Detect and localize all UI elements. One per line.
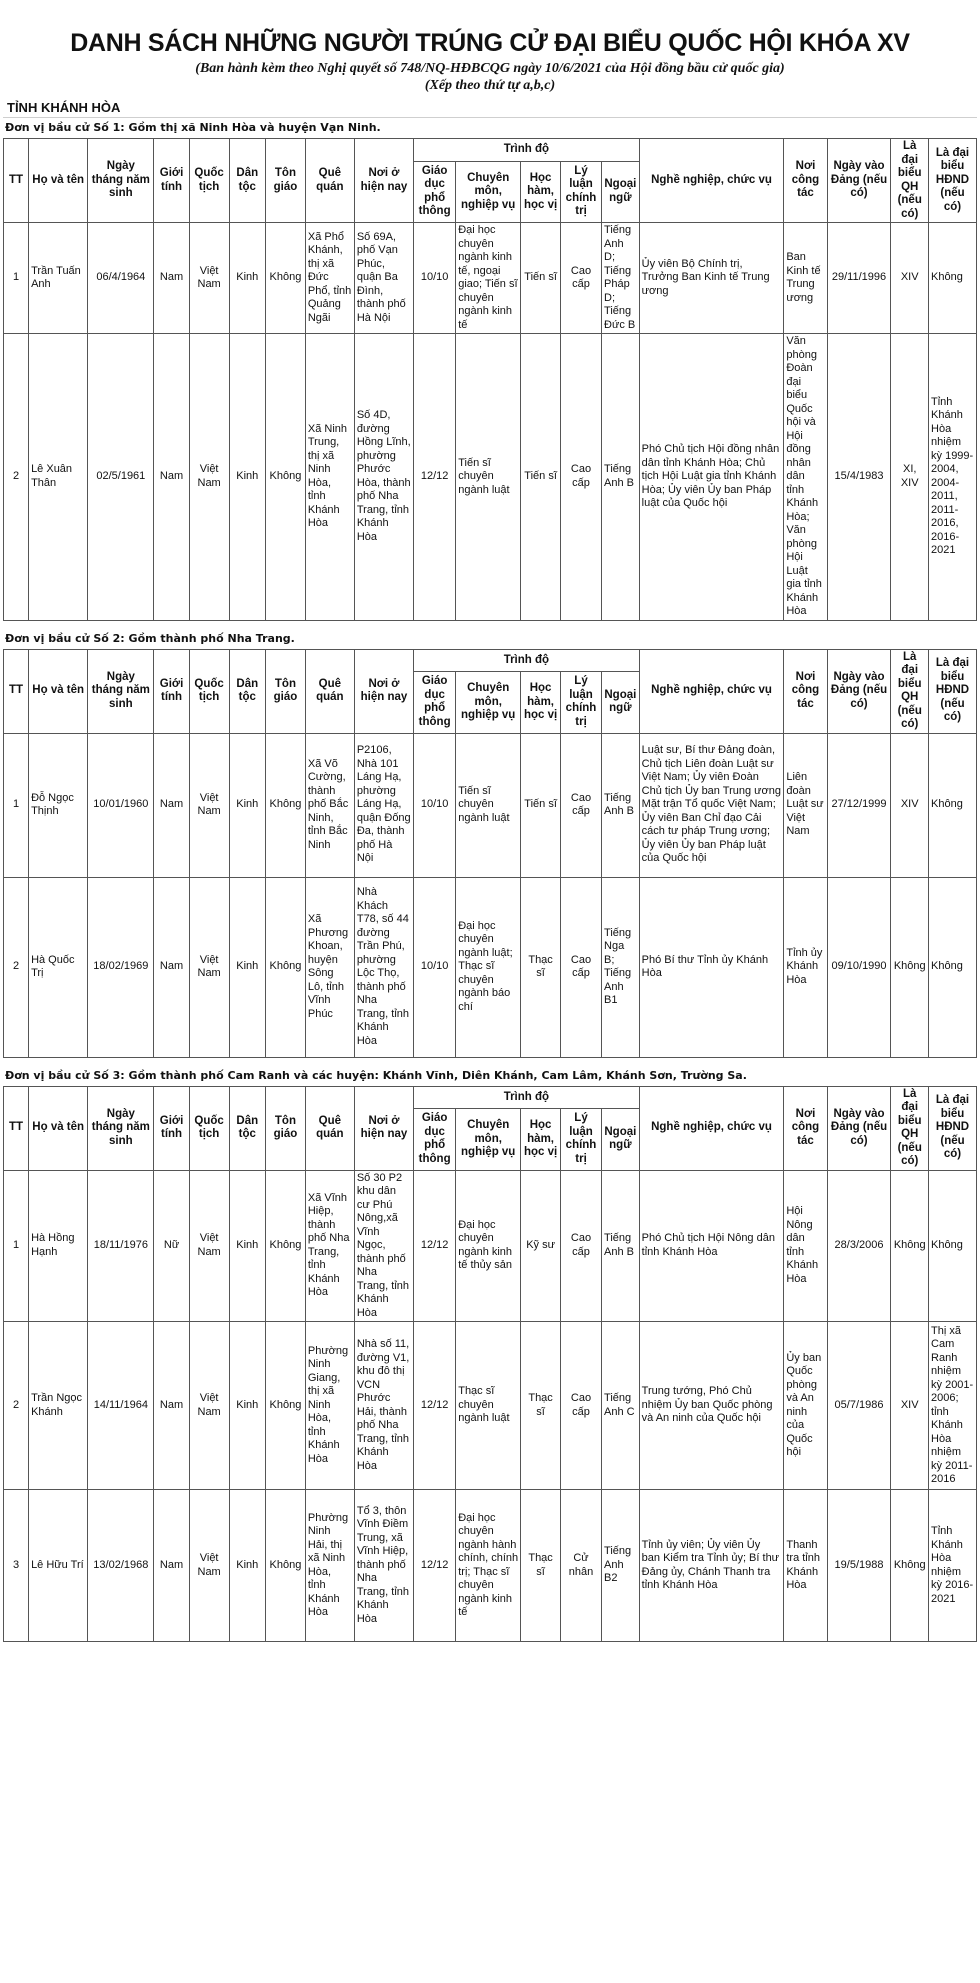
cell-nationality: Việt Nam (189, 334, 229, 621)
cell-professional: Tiến sĩ chuyên ngành luật (456, 334, 521, 621)
column-header-residence: Nơi ở hiện nay (354, 1086, 413, 1170)
document-subtitle: (Ban hành kèm theo Nghị quyết số 748/NQ-HĐBCQG ngày 10/6/2021 của Hội đồng bầu cử quốc gia) (195, 61, 785, 76)
column-header-language: Ngoại ngữ (602, 161, 640, 222)
electoral-unit-title: Đơn vị bầu cử Số 1: Gồm thị xã Ninh Hòa và huyện Vạn Ninh. (5, 121, 381, 134)
cell-job: Phó Chủ tịch Hội đồng nhân dân tỉnh Khánh Hòa; Chủ tịch Hội Luật gia tỉnh Khánh Hòa; Ủy viên Ủy ban Pháp luật của Quốc hội (639, 334, 784, 621)
column-header-party: Ngày vào Đảng (nếu có) (827, 139, 891, 223)
spacer (3, 621, 977, 629)
cell-professional: Tiến sĩ chuyên ngành luật (456, 733, 521, 877)
column-header-na-delegate: Là đại biểu QH (nếu có) (891, 649, 929, 733)
cell-political: Cao cấp (561, 877, 602, 1057)
cell-degree: Tiến sĩ (521, 223, 561, 334)
cell-general: 12/12 (414, 334, 456, 621)
cell-professional: Đại học chuyên ngành hành chính, chính trị; Thạc sĩ chuyên ngành kinh tế (456, 1490, 521, 1642)
column-header-council: Là đại biểu HĐND (nếu có) (929, 649, 977, 733)
column-header-tt: TT (4, 139, 29, 223)
cell-ethnic: Kinh (229, 223, 265, 334)
cell-religion: Không (266, 877, 306, 1057)
cell-general: 12/12 (414, 1322, 456, 1490)
table-row (4, 223, 977, 334)
column-header-job: Nghề nghiệp, chức vụ (639, 1086, 784, 1170)
cell-tt: 2 (4, 334, 29, 621)
cell-council: Không (929, 877, 977, 1057)
column-header-council: Là đại biểu HĐND (nếu có) (929, 139, 977, 223)
province-name: TỈNH KHÁNH HÒA (7, 100, 121, 115)
table-row (4, 1490, 977, 1642)
column-header-language: Ngoại ngữ (602, 1109, 640, 1170)
column-header-professional: Chuyên môn, nghiệp vụ (456, 1109, 521, 1170)
cell-hometown: Xã Ninh Trung, thị xã Ninh Hòa, tỉnh Khánh Hòa (305, 334, 354, 621)
column-header-residence: Nơi ở hiện nay (354, 649, 413, 733)
cell-name: Đỗ Ngọc Thịnh (29, 733, 88, 877)
cell-na-delegate: Không (891, 1490, 929, 1642)
cell-dob: 14/11/1964 (88, 1322, 154, 1490)
column-header-council: Là đại biểu HĐND (nếu có) (929, 1086, 977, 1170)
column-header-job: Nghề nghiệp, chức vụ (639, 139, 784, 223)
cell-gender: Nam (154, 733, 189, 877)
cell-party: 09/10/1990 (827, 877, 891, 1057)
column-header-party: Ngày vào Đảng (nếu có) (827, 649, 891, 733)
cell-tt: 2 (4, 877, 29, 1057)
cell-name: Trần Ngọc Khánh (29, 1322, 88, 1490)
column-header-gender: Giới tính (154, 139, 189, 223)
cell-name: Lê Xuân Thân (29, 334, 88, 621)
cell-workplace: Ban Kinh tế Trung ương (784, 223, 827, 334)
cell-nationality: Việt Nam (189, 877, 229, 1057)
cell-residence: Số 69A, phố Vạn Phúc, quận Ba Đình, thành phố Hà Nội (354, 223, 413, 334)
cell-general: 10/10 (414, 223, 456, 334)
cell-gender: Nam (154, 223, 189, 334)
cell-job: Trung tướng, Phó Chủ nhiệm Ủy ban Quốc phòng và An ninh của Quốc hội (639, 1322, 784, 1490)
cell-tt: 3 (4, 1490, 29, 1642)
cell-general: 12/12 (414, 1490, 456, 1642)
table-row (4, 1170, 977, 1322)
cell-na-delegate: Không (891, 877, 929, 1057)
column-header-political: Lý luận chính trị (561, 1109, 602, 1170)
cell-job: Phó Bí thư Tỉnh ủy Khánh Hòa (639, 877, 784, 1057)
column-header-tt: TT (4, 1086, 29, 1170)
cell-nationality: Việt Nam (189, 223, 229, 334)
cell-ethnic: Kinh (229, 1490, 265, 1642)
cell-gender: Nam (154, 877, 189, 1057)
electoral-units (3, 121, 977, 1642)
cell-gender: Nữ (154, 1170, 189, 1322)
cell-degree: Thạc sĩ (521, 1322, 561, 1490)
column-header-religion: Tôn giáo (266, 649, 306, 733)
cell-hometown: Phường Ninh Giang, thị xã Ninh Hòa, tỉnh Khánh Hòa (305, 1322, 354, 1490)
electoral-unit-title: Đơn vị bầu cử Số 2: Gồm thành phố Nha Trang. (5, 631, 295, 645)
column-header-general: Giáo dục phổ thông (414, 161, 456, 222)
cell-workplace: Tỉnh ủy Khánh Hòa (784, 877, 827, 1057)
cell-ethnic: Kinh (229, 733, 265, 877)
column-header-education-group: Trình độ (414, 1086, 640, 1109)
cell-workplace: Hội Nông dân tỉnh Khánh Hòa (784, 1170, 827, 1322)
column-header-professional: Chuyên môn, nghiệp vụ (456, 161, 521, 222)
column-header-name: Họ và tên (29, 649, 88, 733)
column-header-education-group: Trình độ (414, 139, 640, 162)
cell-name: Lê Hữu Trí (29, 1490, 88, 1642)
cell-residence: Số 30 P2 khu dân cư Phú Nông,xã Vĩnh Ngọc, thành phố Nha Trang, tỉnh Khánh Hòa (354, 1170, 413, 1322)
candidates-table (3, 1086, 977, 1643)
cell-language: Tiếng Anh D; Tiếng Pháp D; Tiếng Đức B (602, 223, 640, 334)
cell-degree: Thạc sĩ (521, 1490, 561, 1642)
cell-dob: 02/5/1961 (88, 334, 154, 621)
cell-party: 15/4/1983 (827, 334, 891, 621)
cell-general: 10/10 (414, 733, 456, 877)
cell-religion: Không (266, 1322, 306, 1490)
document-title: DANH SÁCH NHỮNG NGƯỜI TRÚNG CỬ ĐẠI BIỂU QUỐC HỘI KHÓA XV (70, 29, 910, 57)
cell-council: Không (929, 1170, 977, 1322)
column-header-tt: TT (4, 649, 29, 733)
column-header-nationality: Quốc tịch (189, 139, 229, 223)
cell-hometown: Phường Ninh Hải, thị xã Ninh Hòa, tỉnh Khánh Hòa (305, 1490, 354, 1642)
column-header-party: Ngày vào Đảng (nếu có) (827, 1086, 891, 1170)
column-header-residence: Nơi ở hiện nay (354, 139, 413, 223)
cell-religion: Không (266, 1490, 306, 1642)
cell-ethnic: Kinh (229, 334, 265, 621)
column-header-nationality: Quốc tịch (189, 649, 229, 733)
table-row (4, 334, 977, 621)
cell-language: Tiếng Anh B (602, 1170, 640, 1322)
cell-political: Cao cấp (561, 1322, 602, 1490)
cell-tt: 1 (4, 733, 29, 877)
cell-gender: Nam (154, 334, 189, 621)
cell-language: Tiếng Anh B (602, 334, 640, 621)
cell-religion: Không (266, 223, 306, 334)
cell-dob: 13/02/1968 (88, 1490, 154, 1642)
cell-party: 19/5/1988 (827, 1490, 891, 1642)
cell-na-delegate: XIV (891, 223, 929, 334)
cell-dob: 18/02/1969 (88, 877, 154, 1057)
cell-hometown: Xã Phương Khoan, huyện Sông Lô, tỉnh Vĩnh Phúc (305, 877, 354, 1057)
cell-name: Trần Tuấn Anh (29, 223, 88, 334)
cell-political: Cao cấp (561, 1170, 602, 1322)
cell-council: Tỉnh Khánh Hòa nhiệm kỳ 2016-2021 (929, 1490, 977, 1642)
cell-party: 27/12/1999 (827, 733, 891, 877)
cell-na-delegate: XIV (891, 1322, 929, 1490)
column-header-hometown: Quê quán (305, 649, 354, 733)
cell-degree: Tiến sĩ (521, 733, 561, 877)
cell-nationality: Việt Nam (189, 1170, 229, 1322)
column-header-ethnic: Dân tộc (229, 649, 265, 733)
cell-job: Luật sư, Bí thư Đảng đoàn, Chủ tịch Liên đoàn Luật sư Việt Nam; Ủy viên Đoàn Chủ tịch Ủy ban Trung ương Mặt trận Tổ quốc Việt Nam; Ủy viên Ban Chỉ đạo Cải cách tư pháp Trung ương; Ủy viên Ủy ban Pháp luật của Quốc hội (639, 733, 784, 877)
cell-degree: Kỹ sư (521, 1170, 561, 1322)
column-header-language: Ngoại ngữ (602, 672, 640, 733)
cell-workplace: Thanh tra tỉnh Khánh Hòa (784, 1490, 827, 1642)
cell-political: Cao cấp (561, 223, 602, 334)
cell-job: Phó Chủ tịch Hội Nông dân tỉnh Khánh Hòa (639, 1170, 784, 1322)
spacer (3, 1058, 977, 1066)
cell-professional: Đại học chuyên ngành luật; Thạc sĩ chuyên ngành báo chí (456, 877, 521, 1057)
cell-hometown: Xã Vĩnh Hiệp, thành phố Nha Trang, tỉnh Khánh Hòa (305, 1170, 354, 1322)
column-header-workplace: Nơi công tác (784, 1086, 827, 1170)
column-header-ethnic: Dân tộc (229, 139, 265, 223)
cell-party: 05/7/1986 (827, 1322, 891, 1490)
cell-professional: Đại học chuyên ngành kinh tế thủy sản (456, 1170, 521, 1322)
cell-council: Thị xã Cam Ranh nhiệm kỳ 2001-2006; tỉnh Khánh Hòa nhiệm kỳ 2011-2016 (929, 1322, 977, 1490)
cell-council: Không (929, 223, 977, 334)
cell-na-delegate: XIV (891, 733, 929, 877)
cell-tt: 1 (4, 223, 29, 334)
cell-political: Cử nhân (561, 1490, 602, 1642)
cell-ethnic: Kinh (229, 1170, 265, 1322)
cell-job: Tỉnh ủy viên; Ủy viên Ủy ban Kiểm tra Tỉnh ủy; Bí thư Đảng ủy, Chánh Thanh tra tỉnh Khánh Hòa (639, 1490, 784, 1642)
cell-na-delegate: XI, XIV (891, 334, 929, 621)
cell-tt: 2 (4, 1322, 29, 1490)
cell-job: Ủy viên Bộ Chính trị, Trưởng Ban Kinh tế Trung ương (639, 223, 784, 334)
column-header-general: Giáo dục phổ thông (414, 1109, 456, 1170)
cell-professional: Đại học chuyên ngành kinh tế, ngoại giao; Tiến sĩ chuyên ngành kinh tế (456, 223, 521, 334)
column-header-na-delegate: Là đại biểu QH (nếu có) (891, 1086, 929, 1170)
column-header-gender: Giới tính (154, 649, 189, 733)
cell-language: Tiếng Anh B (602, 733, 640, 877)
cell-gender: Nam (154, 1490, 189, 1642)
electoral-unit-title: Đơn vị bầu cử Số 3: Gồm thành phố Cam Ranh và các huyện: Khánh Vĩnh, Diên Khánh, Cam Lâm, Khánh Sơn, Trường Sa. (5, 1068, 747, 1082)
cell-gender: Nam (154, 1322, 189, 1490)
cell-nationality: Việt Nam (189, 1322, 229, 1490)
cell-workplace: Văn phòng Đoàn đại biểu Quốc hội và Hội đồng nhân dân tỉnh Khánh Hòa; Văn phòng Hội Luật gia tỉnh Khánh Hòa (784, 334, 827, 621)
cell-dob: 10/01/1960 (88, 733, 154, 877)
column-header-political: Lý luận chính trị (561, 672, 602, 733)
cell-name: Hà Hồng Hạnh (29, 1170, 88, 1322)
cell-nationality: Việt Nam (189, 733, 229, 877)
cell-nationality: Việt Nam (189, 1490, 229, 1642)
cell-general: 12/12 (414, 1170, 456, 1322)
cell-residence: Nhà Khách T78, số 44 đường Trần Phú, phường Lộc Thọ, thành phố Nha Trang, tỉnh Khánh Hòa (354, 877, 413, 1057)
column-header-professional: Chuyên môn, nghiệp vụ (456, 672, 521, 733)
column-header-dob: Ngày tháng năm sinh (88, 649, 154, 733)
cell-religion: Không (266, 1170, 306, 1322)
candidates-table (3, 138, 977, 621)
cell-residence: P2106, Nhà 101 Láng Hạ, phường Láng Hạ, quận Đống Đa, thành phố Hà Nội (354, 733, 413, 877)
cell-language: Tiếng Anh B2 (602, 1490, 640, 1642)
cell-degree: Thạc sĩ (521, 877, 561, 1057)
column-header-dob: Ngày tháng năm sinh (88, 139, 154, 223)
table-row (4, 1322, 977, 1490)
column-header-job: Nghề nghiệp, chức vụ (639, 649, 784, 733)
cell-ethnic: Kinh (229, 877, 265, 1057)
column-header-nationality: Quốc tịch (189, 1086, 229, 1170)
divider (3, 117, 977, 118)
column-header-education-group: Trình độ (414, 649, 640, 672)
column-header-workplace: Nơi công tác (784, 139, 827, 223)
column-header-gender: Giới tính (154, 1086, 189, 1170)
column-header-ethnic: Dân tộc (229, 1086, 265, 1170)
cell-residence: Số 4D, đường Hồng Lĩnh, phường Phước Hòa, thành phố Nha Trang, tỉnh Khánh Hòa (354, 334, 413, 621)
column-header-degree: Học hàm, học vị (521, 672, 561, 733)
column-header-name: Họ và tên (29, 1086, 88, 1170)
cell-residence: Tổ 3, thôn Vĩnh Điềm Trung, xã Vĩnh Hiệp, thành phố Nha Trang, tỉnh Khánh Hòa (354, 1490, 413, 1642)
column-header-political: Lý luận chính trị (561, 161, 602, 222)
column-header-religion: Tôn giáo (266, 1086, 306, 1170)
candidates-table (3, 649, 977, 1058)
cell-party: 29/11/1996 (827, 223, 891, 334)
column-header-degree: Học hàm, học vị (521, 1109, 561, 1170)
cell-political: Cao cấp (561, 334, 602, 621)
cell-dob: 06/4/1964 (88, 223, 154, 334)
column-header-name: Họ và tên (29, 139, 88, 223)
cell-name: Hà Quốc Trị (29, 877, 88, 1057)
column-header-degree: Học hàm, học vị (521, 161, 561, 222)
cell-language: Tiếng Nga B; Tiếng Anh B1 (602, 877, 640, 1057)
table-row (4, 877, 977, 1057)
cell-ethnic: Kinh (229, 1322, 265, 1490)
column-header-na-delegate: Là đại biểu QH (nếu có) (891, 139, 929, 223)
cell-professional: Thạc sĩ chuyên ngành luật (456, 1322, 521, 1490)
column-header-hometown: Quê quán (305, 139, 354, 223)
column-header-religion: Tôn giáo (266, 139, 306, 223)
column-header-dob: Ngày tháng năm sinh (88, 1086, 154, 1170)
cell-workplace: Ủy ban Quốc phòng và An ninh của Quốc hội (784, 1322, 827, 1490)
cell-religion: Không (266, 334, 306, 621)
cell-hometown: Xã Phổ Khánh, thị xã Đức Phổ, tỉnh Quảng Ngãi (305, 223, 354, 334)
cell-religion: Không (266, 733, 306, 877)
cell-party: 28/3/2006 (827, 1170, 891, 1322)
cell-political: Cao cấp (561, 733, 602, 877)
column-header-general: Giáo dục phổ thông (414, 672, 456, 733)
cell-residence: Nhà số 11, đường V1, khu đô thị VCN Phước Hải, thành phố Nha Trang, tỉnh Khánh Hòa (354, 1322, 413, 1490)
cell-na-delegate: Không (891, 1170, 929, 1322)
document-sort-note: (Xếp theo thứ tự a,b,c) (424, 78, 556, 93)
cell-workplace: Liên đoàn Luật sư Việt Nam (784, 733, 827, 877)
table-row (4, 733, 977, 877)
cell-general: 10/10 (414, 877, 456, 1057)
cell-council: Tỉnh Khánh Hòa nhiệm kỳ 1999-2004, 2004-2011, 2011-2016, 2016-2021 (929, 334, 977, 621)
cell-council: Không (929, 733, 977, 877)
cell-language: Tiếng Anh C (602, 1322, 640, 1490)
cell-tt: 1 (4, 1170, 29, 1322)
cell-degree: Tiến sĩ (521, 334, 561, 621)
cell-dob: 18/11/1976 (88, 1170, 154, 1322)
column-header-workplace: Nơi công tác (784, 649, 827, 733)
column-header-hometown: Quê quán (305, 1086, 354, 1170)
document-page (0, 28, 980, 1642)
cell-hometown: Xã Võ Cường, thành phố Bắc Ninh, tỉnh Bắc Ninh (305, 733, 354, 877)
